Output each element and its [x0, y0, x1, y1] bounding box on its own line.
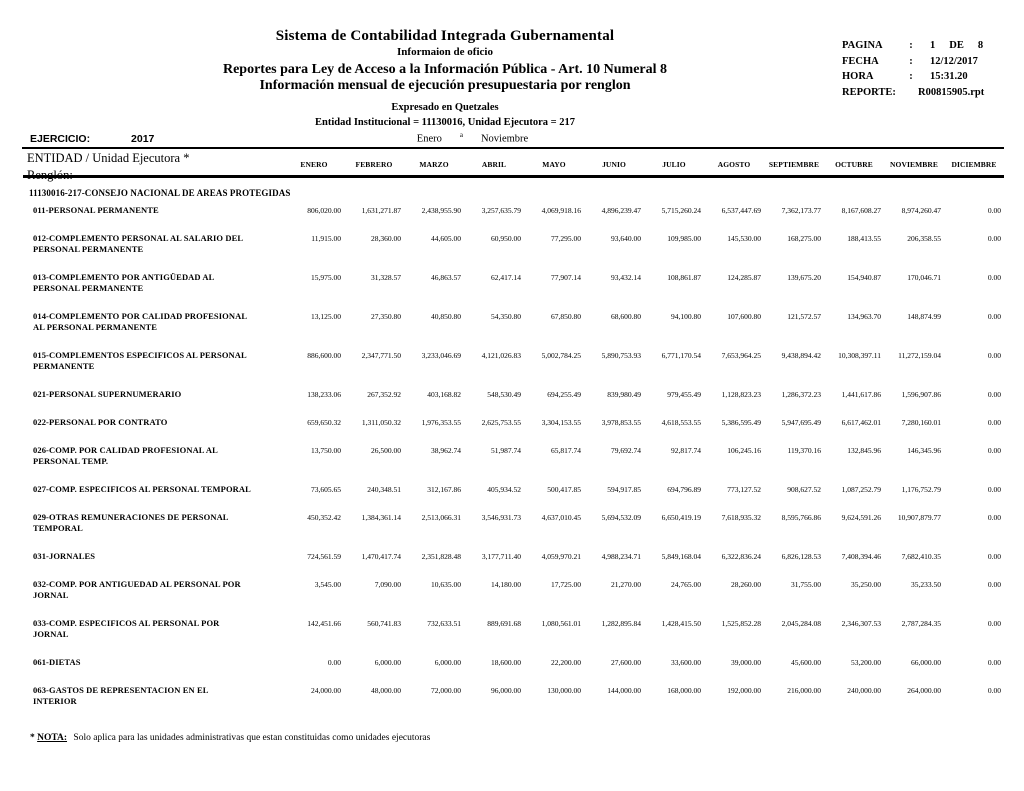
month-amount: 1,311,050.32: [361, 418, 401, 427]
month-amount: 3,177,711.40: [481, 552, 521, 561]
entity-group-row: [23, 177, 1004, 201]
month-amount: 1,596,907.86: [901, 390, 941, 399]
month-amount: 35,233.50: [911, 580, 941, 589]
month-amount: 1,525,852.28: [721, 619, 761, 628]
month-amount: 908,627.52: [787, 485, 821, 494]
renglon-label: 022-PERSONAL POR CONTRATO: [33, 417, 168, 427]
month-amount: 67,850.80: [551, 312, 581, 321]
month-amount: 51,987.74: [491, 446, 521, 455]
header-divider-line: [22, 147, 1004, 149]
month-amount: 31,328.57: [371, 273, 401, 282]
month-amount: 72,000.00: [431, 686, 461, 695]
renglon-label: 021-PERSONAL SUPERNUMERARIO: [33, 389, 182, 399]
month-amount: 35,250.00: [851, 580, 881, 589]
month-amount: 560,741.83: [367, 619, 401, 628]
month-amount: 66,000.00: [911, 658, 941, 667]
month-amount: 168,000.00: [667, 686, 701, 695]
month-header-spacer: [23, 156, 284, 177]
month-amount: 62,417.14: [491, 273, 521, 282]
page-colon: :: [909, 40, 913, 51]
month-amount: 4,069,918.16: [541, 206, 581, 215]
fiscal-year-value: 2017: [131, 133, 155, 145]
month-amount: 27,600.00: [611, 658, 641, 667]
month-amount: 94,100.80: [671, 312, 701, 321]
month-amount: 6,617,462.01: [841, 418, 881, 427]
month-amount: 6,537,447.69: [721, 206, 761, 215]
month-amount: 68,600.80: [611, 312, 641, 321]
month-amount: 2,787,284.35: [901, 619, 941, 628]
month-amount: 886,600.00: [307, 351, 341, 360]
month-amount: 694,796.89: [667, 485, 701, 494]
table-row: [23, 613, 1004, 652]
date-colon: :: [909, 55, 913, 67]
month-amount: 108,861.87: [667, 273, 701, 282]
month-amount: 13,125.00: [311, 312, 341, 321]
month-amount: 0.00: [987, 485, 1001, 494]
month-amount: 0.00: [987, 686, 1001, 695]
time-label: HORA: [842, 71, 874, 82]
month-amount: 2,346,307.53: [841, 619, 881, 628]
footer-note-text: Solo aplica para las unidades administrativas que estan constituidas como unidades ejecutoras: [73, 733, 431, 743]
month-amount: 3,978,853.55: [601, 418, 641, 427]
month-amount: 5,849,168.04: [661, 552, 701, 561]
month-amount: 13,750.00: [311, 446, 341, 455]
month-amount: 0.00: [987, 273, 1001, 282]
month-amount: 48,000.00: [371, 686, 401, 695]
month-amount: 106,245.16: [727, 446, 761, 455]
meta-time-row: [842, 69, 1017, 85]
table-row: [23, 228, 1004, 267]
month-amount: 0.00: [987, 446, 1001, 455]
header-subtitle: Informaion de oficio: [397, 46, 493, 58]
table-row: [23, 507, 1004, 546]
page-of-label: DE: [949, 40, 964, 51]
month-amount: 138,233.06: [307, 390, 341, 399]
month-amount: 6,322,836.24: [721, 552, 761, 561]
month-amount: 548,530.49: [487, 390, 521, 399]
month-amount: 7,653,964.25: [721, 351, 761, 360]
month-amount: 10,635.00: [431, 580, 461, 589]
renglon-label: 031-JORNALES: [33, 551, 96, 561]
month-amount: 2,045,284.08: [781, 619, 821, 628]
renglon-label: 013-COMPLEMENTO POR ANTIGÜEDAD AL PERSONAL PERMANENTE: [33, 272, 214, 293]
month-amount: 5,002,784.25: [541, 351, 581, 360]
renglon-label: 033-COMP. ESPECIFICOS AL PERSONAL POR JORNAL: [33, 618, 220, 639]
date-label: FECHA: [842, 55, 879, 67]
month-amount: 5,947,695.49: [781, 418, 821, 427]
period-range: [165, 131, 725, 145]
month-amount: 40,850.80: [431, 312, 461, 321]
month-amount: 500,417.85: [547, 485, 581, 494]
month-amount: 694,255.49: [547, 390, 581, 399]
month-header-row: [23, 156, 1004, 177]
month-amount: 26,500.00: [371, 446, 401, 455]
month-amount: 53,200.00: [851, 658, 881, 667]
month-amount: 27,350.80: [371, 312, 401, 321]
fiscal-year-label: EJERCICIO:: [30, 133, 91, 145]
month-amount: 6,650,419.19: [661, 513, 701, 522]
budget-execution-table: [23, 156, 1004, 719]
month-amount: 0.00: [987, 619, 1001, 628]
month-amount: 168,275.00: [787, 234, 821, 243]
month-amount: 5,715,260.24: [661, 206, 701, 215]
page-label: PAGINA: [842, 40, 883, 51]
month-amount: 1,080,561.01: [541, 619, 581, 628]
table-row: [23, 412, 1004, 440]
month-amount: 2,513,066.31: [421, 513, 461, 522]
month-amount: 5,386,595.49: [721, 418, 761, 427]
month-amount: 9,438,894.42: [781, 351, 821, 360]
month-amount: 7,408,394.46: [841, 552, 881, 561]
month-amount: 0.00: [987, 658, 1001, 667]
month-amount: 10,907,879.77: [897, 513, 941, 522]
time-colon: :: [909, 71, 913, 82]
month-amount: 7,090.00: [374, 580, 401, 589]
report-file-label: REPORTE:: [842, 86, 896, 98]
month-amount: 11,915.00: [311, 234, 341, 243]
month-amount: 192,000.00: [727, 686, 761, 695]
report-meta-box: [842, 38, 1017, 100]
month-amount: 0.00: [987, 513, 1001, 522]
month-amount: 33,600.00: [671, 658, 701, 667]
month-header: NOVIEMBRE: [890, 160, 938, 169]
month-amount: 8,167,608.27: [841, 206, 881, 215]
month-amount: 0.00: [327, 658, 341, 667]
month-amount: 5,694,532.09: [601, 513, 641, 522]
month-amount: 8,595,766.86: [781, 513, 821, 522]
renglon-label: 011-PERSONAL PERMANENTE: [33, 205, 159, 215]
month-amount: 119,370.16: [787, 446, 821, 455]
table-row: [23, 680, 1004, 719]
page-total: 8: [977, 40, 984, 51]
month-amount: 806,020.00: [307, 206, 341, 215]
meta-page-row: [842, 38, 1017, 54]
month-amount: 1,286,372.23: [781, 390, 821, 399]
table-row: [23, 267, 1004, 306]
month-amount: 0.00: [987, 390, 1001, 399]
month-amount: 60,950.00: [491, 234, 521, 243]
month-header: FEBRERO: [355, 160, 393, 169]
report-table-body: [23, 177, 1004, 720]
month-amount: 216,000.00: [787, 686, 821, 695]
footer-note: [30, 733, 430, 743]
footer-note-star: *: [30, 733, 35, 743]
month-amount: 124,285.87: [727, 273, 761, 282]
month-amount: 0.00: [987, 552, 1001, 561]
month-amount: 146,345.96: [907, 446, 941, 455]
month-amount: 8,974,260.47: [901, 206, 941, 215]
month-header: MARZO: [419, 160, 449, 169]
report-header: [165, 28, 725, 145]
footer-note-label: NOTA:: [37, 733, 68, 743]
month-amount: 24,000.00: [311, 686, 341, 695]
month-amount: 21,270.00: [611, 580, 641, 589]
month-amount: 15,975.00: [311, 273, 341, 282]
month-amount: 1,631,271.87: [361, 206, 401, 215]
currency-note: Expresado en Quetzales: [391, 102, 499, 113]
renglon-label: 061-DIETAS: [33, 657, 81, 667]
month-amount: 0.00: [987, 418, 1001, 427]
month-amount: 7,362,173.77: [781, 206, 821, 215]
month-amount: 0.00: [987, 351, 1001, 360]
month-amount: 142,451.66: [307, 619, 341, 628]
month-amount: 1,087,252.79: [841, 485, 881, 494]
month-amount: 450,352.42: [307, 513, 341, 522]
month-amount: 130,000.00: [547, 686, 581, 695]
month-amount: 3,545.00: [314, 580, 341, 589]
month-amount: 39,000.00: [731, 658, 761, 667]
table-row: [23, 384, 1004, 412]
renglon-label: 063-GASTOS DE REPRESENTACION EN EL INTERIOR: [33, 685, 209, 706]
month-amount: 5,890,753.93: [601, 351, 641, 360]
period-to: Noviembre: [480, 133, 529, 145]
month-amount: 4,988,234.71: [601, 552, 641, 561]
month-amount: 77,907.14: [551, 273, 581, 282]
month-header: ABRIL: [481, 160, 507, 169]
period-from: Enero: [416, 133, 442, 145]
month-amount: 3,546,931.73: [481, 513, 521, 522]
month-amount: 1,128,823.23: [721, 390, 761, 399]
month-amount: 148,874.99: [907, 312, 941, 321]
month-amount: 188,413.55: [847, 234, 881, 243]
month-amount: 6,000.00: [374, 658, 401, 667]
budget-table-wrap: [23, 156, 1004, 719]
month-amount: 28,360.00: [371, 234, 401, 243]
month-amount: 144,000.00: [607, 686, 641, 695]
report-title-line2: Información mensual de ejecución presupuestaria por renglon: [259, 78, 631, 93]
month-amount: 121,572.57: [787, 312, 821, 321]
month-header: OCTUBRE: [835, 160, 873, 169]
table-row: [23, 200, 1004, 228]
fiscal-year-row: [30, 133, 154, 145]
month-amount: 773,127.52: [727, 485, 761, 494]
month-amount: 889,691.68: [487, 619, 521, 628]
month-amount: 7,618,935.32: [721, 513, 761, 522]
meta-report-row: [842, 85, 1017, 101]
institutional-entity-line: Entidad Institucional = 11130016, Unidad Ejecutora = 217: [315, 117, 575, 128]
date-value: 12/12/2017: [930, 55, 978, 67]
month-header: AGOSTO: [717, 160, 751, 169]
month-amount: 403,168.82: [427, 390, 461, 399]
month-amount: 145,530.00: [727, 234, 761, 243]
month-amount: 65,817.74: [551, 446, 581, 455]
month-amount: 1,441,617.86: [841, 390, 881, 399]
meta-date-row: [842, 54, 1017, 70]
month-amount: 93,640.00: [611, 234, 641, 243]
month-amount: 92,817.74: [671, 446, 701, 455]
month-amount: 170,046.71: [907, 273, 941, 282]
page-current: 1: [930, 40, 936, 51]
renglon-label: 012-COMPLEMENTO PERSONAL AL SALARIO DEL PERSONAL PERMANENTE: [33, 233, 243, 254]
month-amount: 4,896,239.47: [601, 206, 641, 215]
month-amount: 77,295.00: [551, 234, 581, 243]
month-amount: 6,826,128.53: [781, 552, 821, 561]
month-amount: 7,280,160.01: [901, 418, 941, 427]
month-amount: 18,600.00: [491, 658, 521, 667]
month-amount: 9,624,591.26: [841, 513, 881, 522]
table-row: [23, 574, 1004, 613]
month-amount: 132,845.96: [847, 446, 881, 455]
entity-column-label: ENTIDAD / Unidad Ejecutora *: [27, 151, 190, 165]
month-amount: 93,432.14: [611, 273, 641, 282]
month-amount: 4,618,553.55: [661, 418, 701, 427]
table-row: [23, 546, 1004, 574]
month-amount: 659,650.32: [307, 418, 341, 427]
month-amount: 44,605.00: [431, 234, 461, 243]
page-number: [918, 38, 1017, 54]
month-header: SEPTIEMBRE: [768, 160, 820, 169]
month-amount: 4,121,026.83: [481, 351, 521, 360]
month-amount: 267,352.92: [367, 390, 401, 399]
renglon-label: 015-COMPLEMENTOS ESPECIFICOS AL PERSONAL PERMANENTE: [33, 350, 247, 371]
month-header: JUNIO: [602, 160, 626, 169]
month-amount: 1,470,417.74: [361, 552, 401, 561]
table-row: [23, 652, 1004, 680]
month-amount: 240,348.51: [367, 485, 401, 494]
renglon-label: 027-COMP. ESPECIFICOS AL PERSONAL TEMPORAL: [33, 484, 251, 494]
month-amount: 1,282,895.84: [601, 619, 641, 628]
month-amount: 4,637,010.45: [541, 513, 581, 522]
renglon-column-label: Renglón:: [27, 168, 73, 182]
month-amount: 732,633.51: [427, 619, 461, 628]
month-amount: 134,963.70: [847, 312, 881, 321]
month-amount: 0.00: [987, 234, 1001, 243]
renglon-label: 026-COMP. POR CALIDAD PROFESIONAL AL PERSONAL TEMP.: [33, 445, 218, 466]
month-header: ENERO: [300, 160, 328, 169]
month-amount: 240,000.00: [847, 686, 881, 695]
month-amount: 54,350.80: [491, 312, 521, 321]
system-title: Sistema de Contabilidad Integrada Gubernamental: [275, 28, 615, 44]
month-amount: 7,682,410.35: [901, 552, 941, 561]
month-amount: 405,934.52: [487, 485, 521, 494]
month-amount: 154,940.87: [847, 273, 881, 282]
month-amount: 11,272,159.04: [898, 351, 941, 360]
table-row: [23, 479, 1004, 507]
renglon-label: 014-COMPLEMENTO POR CALIDAD PROFESIONAL AL PERSONAL PERMANENTE: [33, 311, 247, 332]
month-amount: 22,200.00: [551, 658, 581, 667]
month-amount: 28,260.00: [731, 580, 761, 589]
month-amount: 0.00: [987, 206, 1001, 215]
month-amount: 79,692.74: [611, 446, 641, 455]
month-amount: 3,257,635.79: [481, 206, 521, 215]
month-amount: 6,771,170.54: [661, 351, 701, 360]
month-amount: 724,561.59: [307, 552, 341, 561]
month-amount: 2,351,828.48: [421, 552, 461, 561]
table-row: [23, 440, 1004, 479]
renglon-label: 029-OTRAS REMUNERACIONES DE PERSONAL TEMPORAL: [33, 512, 229, 533]
month-amount: 312,167.86: [427, 485, 461, 494]
table-row: [23, 345, 1004, 384]
month-amount: 2,438,955.90: [421, 206, 461, 215]
month-amount: 24,765.00: [671, 580, 701, 589]
month-amount: 594,917.85: [607, 485, 641, 494]
month-amount: 0.00: [987, 312, 1001, 321]
report-file-value: R00815905.rpt: [918, 86, 985, 98]
month-amount: 107,600.80: [727, 312, 761, 321]
month-header: DICIEMBRE: [951, 160, 997, 169]
month-amount: 6,000.00: [434, 658, 461, 667]
month-header: JULIO: [662, 160, 686, 169]
month-amount: 4,059,970.21: [541, 552, 581, 561]
month-amount: 839,980.49: [607, 390, 641, 399]
period-separator: a: [459, 131, 463, 139]
month-amount: 0.00: [987, 580, 1001, 589]
month-header: MAYO: [542, 160, 566, 169]
month-amount: 139,675.20: [787, 273, 821, 282]
table-row: [23, 306, 1004, 345]
renglon-label: 032-COMP. POR ANTIGUEDAD AL PERSONAL POR JORNAL: [33, 579, 241, 600]
month-amount: 2,347,771.50: [361, 351, 401, 360]
month-amount: 1,428,415.50: [661, 619, 701, 628]
month-amount: 3,233,046.69: [421, 351, 461, 360]
report-title-line1: Reportes para Ley de Acceso a la Información Pública - Art. 10 Numeral 8: [222, 62, 668, 77]
month-amount: 109,985.00: [667, 234, 701, 243]
month-amount: 96,000.00: [491, 686, 521, 695]
month-amount: 1,176,752.79: [901, 485, 941, 494]
month-amount: 264,000.00: [907, 686, 941, 695]
month-amount: 979,455.49: [667, 390, 701, 399]
month-amount: 206,358.55: [907, 234, 941, 243]
month-amount: 1,976,353.55: [421, 418, 461, 427]
month-amount: 31,755.00: [791, 580, 821, 589]
entity-group-title: 11130016-217-CONSEJO NACIONAL DE AREAS PROTEGIDAS: [29, 188, 291, 198]
month-amount: 38,962.74: [431, 446, 461, 455]
month-amount: 45,600.00: [791, 658, 821, 667]
month-amount: 17,725.00: [551, 580, 581, 589]
month-amount: 3,304,153.55: [541, 418, 581, 427]
month-amount: 1,384,361.14: [361, 513, 401, 522]
month-amount: 10,308,397.11: [838, 351, 881, 360]
month-amount: 2,625,753.55: [481, 418, 521, 427]
month-amount: 14,180.00: [491, 580, 521, 589]
month-amount: 73,605.65: [311, 485, 341, 494]
time-value: 15:31.20: [930, 71, 968, 82]
month-amount: 46,863.57: [431, 273, 461, 282]
